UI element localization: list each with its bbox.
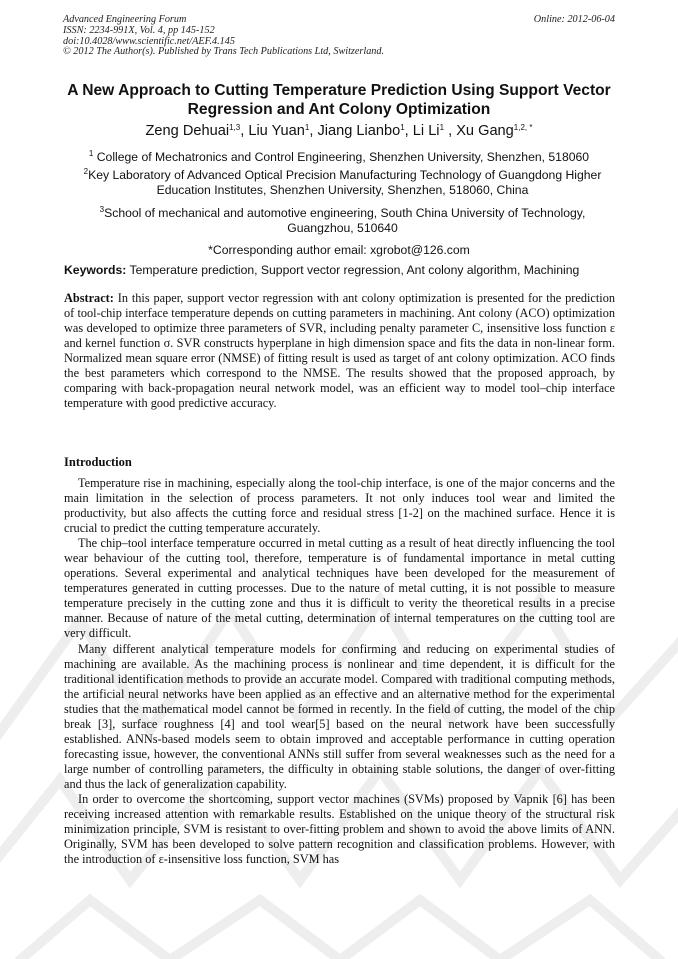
keywords xyxy=(64,263,616,278)
affiliation-2: $^2$Key Laboratory of Advanced Optical Precision Manufacturing Technology of Guangdong Higher Education Institutes, Shenzhen University, Shenzhen, 518060, China xyxy=(83,167,602,197)
author: Zeng Dehuai xyxy=(145,123,230,139)
author: Liu Yuan xyxy=(248,123,305,139)
corresponding-author-email: *Corresponding author email: xgrobot@126.com xyxy=(208,243,470,257)
issn-line: ISSN: 2234-991X, Vol. 4, pp 145-152 xyxy=(63,24,215,36)
author: Jiang Lianbo xyxy=(317,123,401,139)
author-affiliation-mark: 1 xyxy=(304,123,310,132)
paragraph: In order to overcome the shortcoming, support vector machines (SVMs) proposed by Vapnik [6] has been receiving increased attention with remarkable results. Established on the unique theory of the structural risk minimization principle, SVM is resistant to over-fitting problem and shown to avoid the above limits of ANN. Originally, SVM has been developed to solve pattern recognition and classification problems. However, with the introduction of ε-insensitive loss function, SVM has xyxy=(64,791,615,867)
paragraph: The chip–tool interface temperature occurred in metal cutting as a result of heat directly influencing the tool wear behaviour of the cutting tool, therefore, temperature is of fundamental importance in metal cutting operations. Several experimental and analytical techniques have been developed for the measurement of temperatures generated in cutting processes. Due to the nature of metal cutting, it is not possible to measure temperature precisely in the cutting zone and thus it is difficult to verity the theoretical results in a precise manner. Because of nature of the metal cutting, determination of internal temperatures on the cutting tool are very difficult. xyxy=(64,536,615,641)
doi-line: doi:10.4028/www.scientific.net/AEF.4.145 xyxy=(63,35,235,47)
abstract xyxy=(64,291,615,411)
paragraph: Many different analytical temperature models for confirming and reducing on experimental studies of machining are available. As the machining process is nonlinear and time dependent, it is difficult for the traditional identification methods to provide an accurate model. Compared with traditional computing methods, the artificial neural networks have been applied as an effective and an alternative method for the experimental studies that the mathematical model cannot be formed in recently. In the field of cutting, the model of the chip break [3], surface roughness [4] and tool wear[5] based on the neural network have been successfully established. ANNs-based models seem to obtain improved and acceptable performance in cutting operation forecasting issue, however, the conventional ANNs still suffer from several weaknesses such as the need for a large number of controlling parameters, the difficulty in obtaining stable solutions, the danger of over-fitting and thus the lack of generalization capability. xyxy=(64,641,615,791)
abstract-label: Abstract: xyxy=(64,291,114,305)
author: Li Li xyxy=(412,123,440,139)
author-affiliation-mark: 1 xyxy=(439,123,445,132)
affiliation-3: $^3$School of mechanical and automotive engineering, South China University of Technology, Guangzhou, 510640 xyxy=(99,205,586,235)
affiliation-1: $^1$ College of Mechatronics and Control Engineering, Shenzhen University, Shenzhen, 518060 xyxy=(88,149,590,164)
section-heading-introduction: Introduction xyxy=(64,455,132,469)
paper-title: A New Approach to Cutting Temperature Prediction Using Support Vector Regression and Ant Colony Optimization xyxy=(67,82,611,118)
author-affiliation-mark: 1,2, * xyxy=(513,123,533,132)
keywords-label: Keywords: xyxy=(64,263,127,277)
journal-name: Advanced Engineering Forum xyxy=(63,14,187,25)
publication-header xyxy=(63,15,615,58)
abstract-text: In this paper, support vector regression with ant colony optimization is presented for the prediction of tool-chip interface temperature depends on cutting parameters in machining. Ant colony (ACO) optimization was developed to optimize three parameters of SVR, including penalty parameter C, insensitive loss function ε and kernel function σ. SVR constructs hyperplane in high dimension space and fits the data in non-linear form. Normalized mean square error (NMSE) of fitting result is used as target of ant colony optimization. ACO finds the best parameters which correspond to the NMSE. The results showed that the proposed approach, by comparing with back-propagation neural network model, was an efficient way to model tool–chip interface temperature with good predictive accuracy. xyxy=(64,291,615,411)
paragraph: Temperature rise in machining, especially along the tool-chip interface, is one of the major concerns and the main limitation in the selection of process parameters. It not only induces tool wear and limited the productivity, but also affects the cutting force and residual stress [1-2] on the machined surface. Hence it is crucial to predict the cutting temperature accurately. xyxy=(64,476,615,536)
introduction-body xyxy=(64,476,615,867)
author: Xu Gang xyxy=(456,123,514,139)
author-affiliation-mark: 1,3 xyxy=(229,123,241,132)
keywords-text: Temperature prediction, Support vector regression, Ant colony algorithm, Machining xyxy=(126,263,580,277)
author-list: Zeng Dehuai$^{1,3}$, Liu Yuan$^1$, Jiang Lianbo$^1$, Li Li$^1$ , Xu Gang$^{1,2, *}$ xyxy=(145,123,533,139)
author-affiliation-mark: 1 xyxy=(400,123,405,132)
copyright-line: © 2012 The Author(s). Published by Trans Tech Publications Ltd, Switzerland. xyxy=(63,46,385,58)
online-date: Online: 2012-06-04 xyxy=(533,14,615,25)
